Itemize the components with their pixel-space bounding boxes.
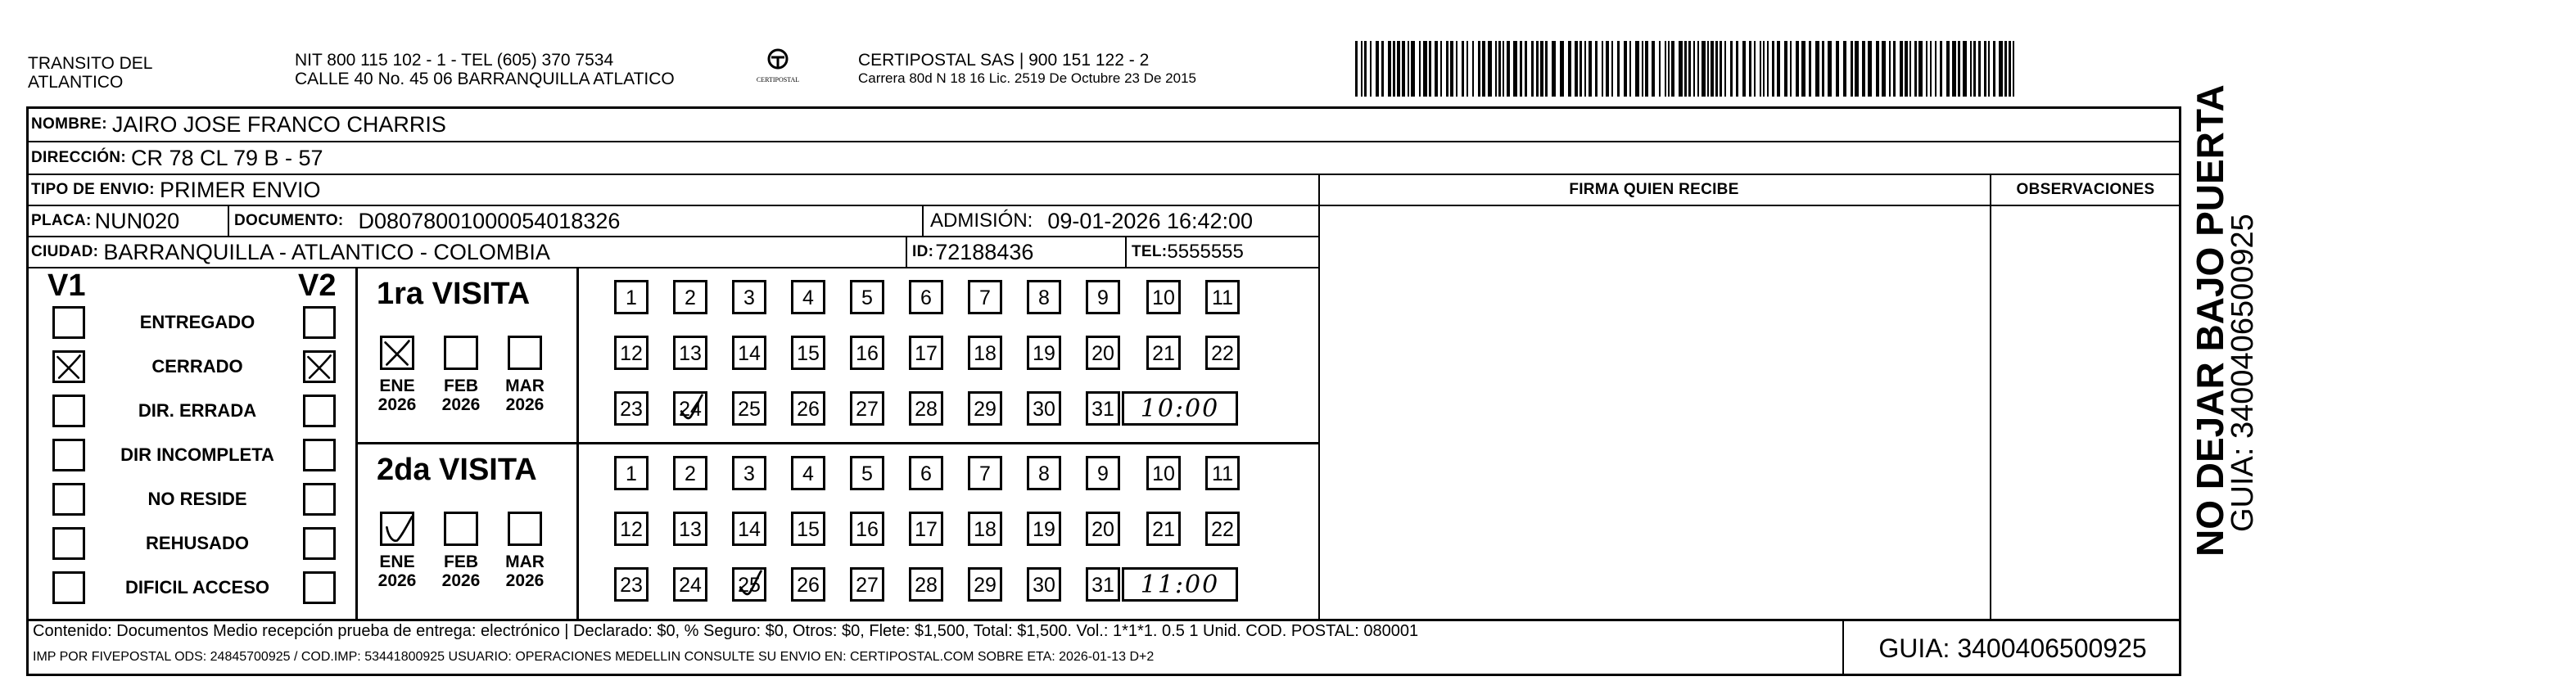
nombre-label: NOMBRE: bbox=[31, 115, 107, 133]
barcode-bar bbox=[1402, 41, 1405, 97]
tel-value: 5555555 bbox=[1167, 241, 1244, 263]
day-box[interactable]: 30 bbox=[1027, 567, 1061, 602]
barcode-bar bbox=[1361, 41, 1363, 97]
v2-checkbox[interactable] bbox=[303, 571, 336, 604]
day-box[interactable]: 28 bbox=[909, 391, 943, 426]
day-box[interactable]: 5 bbox=[850, 456, 884, 490]
handwritten-check-icon bbox=[734, 570, 764, 599]
day-box[interactable]: 13 bbox=[673, 512, 707, 546]
observaciones-label: OBSERVACIONES bbox=[2016, 181, 2155, 198]
barcode-bar bbox=[1388, 41, 1391, 97]
barcode-bar bbox=[1579, 41, 1582, 97]
day-box[interactable]: 23 bbox=[614, 567, 649, 602]
day-box[interactable]: 22 bbox=[1205, 512, 1240, 546]
barcode-bar bbox=[1900, 41, 1903, 97]
admision-value: 09-01-2026 16:42:00 bbox=[1047, 208, 1254, 233]
barcode-bar bbox=[2013, 41, 2014, 97]
barcode-bar bbox=[1973, 41, 1976, 97]
v2-checkbox[interactable] bbox=[303, 439, 336, 471]
v1-checkbox[interactable] bbox=[52, 395, 85, 427]
barcode-bar bbox=[1893, 41, 1896, 97]
barcode-bar bbox=[1423, 41, 1427, 97]
tipo-envio-value: PRIMER ENVIO bbox=[159, 177, 321, 202]
time-box[interactable] bbox=[1122, 567, 1238, 602]
barcode-bar bbox=[1446, 41, 1448, 97]
barcode-bar bbox=[1482, 41, 1485, 97]
day-box[interactable]: 23 bbox=[614, 391, 649, 426]
day-box[interactable]: 5 bbox=[850, 280, 884, 314]
guia-vertical: GUIA: 3400406500925 bbox=[2226, 214, 2260, 532]
v2-checkbox[interactable] bbox=[303, 350, 336, 383]
day-box[interactable]: 11 bbox=[1205, 280, 1240, 314]
courier-name: CERTIPOSTAL SAS | 900 151 122 - 2 bbox=[858, 51, 1150, 70]
day-box[interactable]: 19 bbox=[1027, 512, 1061, 546]
ciudad-value: BARRANQUILLA - ATLANTICO - COLOMBIA bbox=[103, 239, 550, 264]
month-year: 2026 bbox=[441, 395, 481, 414]
tipo-envio-label: TIPO DE ENVIO: bbox=[31, 181, 155, 198]
barcode-bar bbox=[1868, 41, 1872, 97]
direccion-row bbox=[31, 141, 323, 175]
day-box[interactable]: 26 bbox=[791, 567, 825, 602]
month-name: FEB bbox=[444, 552, 478, 571]
v1-checkbox[interactable] bbox=[52, 439, 85, 471]
guia-number: GUIA: 3400406500925 bbox=[1878, 634, 2147, 663]
firma-label: FIRMA QUIEN RECIBE bbox=[1569, 181, 1739, 198]
barcode-bar bbox=[1909, 41, 1911, 97]
barcode-bar bbox=[1635, 41, 1639, 97]
day-box[interactable]: 19 bbox=[1027, 336, 1061, 370]
barcode-bar bbox=[1828, 41, 1832, 97]
day-box[interactable]: 17 bbox=[909, 512, 943, 546]
barcode-bar bbox=[1855, 41, 1859, 97]
imp-text: IMP POR FIVEPOSTAL ODS: 24845700925 / COD.IMP: 53441800925 USUARIO: OPERACIONES MEDELLIN CONSULTE SU ENVIO EN: CERTIPOSTAL.COM SOBRE ETA: 2026-01-13 D+2 bbox=[33, 650, 1155, 664]
barcode-bar bbox=[1665, 41, 1666, 97]
day-box[interactable]: 3 bbox=[732, 280, 766, 314]
day-box[interactable]: 10 bbox=[1146, 280, 1181, 314]
day-box[interactable]: 20 bbox=[1086, 512, 1120, 546]
barcode-bar bbox=[1988, 41, 1990, 97]
barcode-bar bbox=[1763, 41, 1765, 97]
month-label bbox=[499, 552, 551, 590]
sender-info bbox=[295, 51, 675, 88]
barcode-bar bbox=[1822, 41, 1824, 97]
month-label bbox=[435, 377, 487, 414]
month-checkbox[interactable] bbox=[444, 336, 478, 370]
status-label: DIR INCOMPLETA bbox=[120, 444, 274, 465]
status-label: NO RESIDE bbox=[147, 489, 247, 509]
id-cell bbox=[912, 236, 1033, 268]
barcode-bar bbox=[1545, 41, 1548, 97]
barcode-bar bbox=[1760, 41, 1761, 97]
day-box[interactable]: 15 bbox=[791, 512, 825, 546]
barcode-bar bbox=[1742, 41, 1746, 97]
barcode-bar bbox=[2009, 41, 2011, 97]
status-label: DIFICIL ACCESO bbox=[124, 577, 269, 598]
warning-vertical: NO DEJAR BAJO PUERTA bbox=[2189, 84, 2231, 557]
day-box[interactable]: 24 bbox=[673, 567, 707, 602]
tel-cell bbox=[1132, 236, 1244, 268]
day-box[interactable]: 18 bbox=[968, 336, 1002, 370]
barcode-bar bbox=[1507, 41, 1510, 97]
barcode-bar bbox=[1355, 41, 1358, 97]
sender-name bbox=[28, 54, 152, 92]
tel-label: TEL: bbox=[1132, 243, 1168, 260]
month-checkbox[interactable] bbox=[444, 512, 478, 546]
handwritten-time: 10:00 bbox=[1140, 395, 1220, 423]
barcode-bar bbox=[1876, 41, 1879, 97]
direccion-label: DIRECCIÓN: bbox=[31, 149, 126, 166]
v2-checkbox[interactable] bbox=[303, 395, 336, 427]
barcode-bar bbox=[1688, 41, 1691, 97]
tipo-envio-row bbox=[31, 174, 320, 206]
barcode-bar bbox=[1624, 41, 1627, 97]
day-box[interactable]: 6 bbox=[909, 280, 943, 314]
day-box[interactable]: 14 bbox=[732, 512, 766, 546]
id-label: ID: bbox=[912, 243, 934, 260]
visit-title: 1ra VISITA bbox=[377, 277, 531, 311]
day-box[interactable]: 21 bbox=[1146, 336, 1181, 370]
day-box[interactable]: 25 bbox=[732, 391, 766, 426]
barcode-bar bbox=[1697, 41, 1699, 97]
barcode-bar bbox=[1520, 41, 1522, 97]
day-box[interactable]: 12 bbox=[614, 512, 649, 546]
barcode-bar bbox=[1926, 41, 1927, 97]
day-box[interactable]: 6 bbox=[909, 456, 943, 490]
placa-value: NUN020 bbox=[94, 208, 180, 233]
status-label: DIR. ERRADA bbox=[138, 400, 257, 421]
sender-name-line2: ATLANTICO bbox=[28, 73, 124, 92]
barcode-bar bbox=[1364, 41, 1367, 97]
barcode-bar bbox=[1999, 41, 2003, 97]
v2-checkbox[interactable] bbox=[303, 483, 336, 516]
barcode-bar bbox=[1602, 41, 1603, 97]
visit-title: 2da VISITA bbox=[377, 453, 537, 487]
month-label bbox=[435, 552, 487, 590]
handwritten-check-icon bbox=[382, 514, 412, 543]
courier-info bbox=[858, 51, 1196, 88]
courier-license: Carrera 80d N 18 16 Lic. 2519 De Octubre 23 De 2015 bbox=[858, 70, 1196, 86]
status-label: CERRADO bbox=[151, 356, 243, 377]
barcode-bar bbox=[1536, 41, 1539, 97]
barcode-bar bbox=[1754, 41, 1756, 97]
barcode-bar bbox=[1376, 41, 1379, 97]
day-box[interactable]: 12 bbox=[614, 336, 649, 370]
v2-checkbox[interactable] bbox=[303, 306, 336, 339]
barcode-bar bbox=[1435, 41, 1438, 97]
barcode-bar bbox=[1801, 41, 1805, 97]
day-box[interactable]: 2 bbox=[673, 280, 707, 314]
time-box[interactable] bbox=[1122, 391, 1238, 426]
barcode-bar bbox=[1749, 41, 1751, 97]
sender-nit: NIT 800 115 102 - 1 - TEL (605) 370 7534 bbox=[295, 51, 614, 70]
barcode-bar bbox=[1914, 41, 1917, 97]
barcode-bar bbox=[1772, 41, 1774, 97]
barcode-bar bbox=[1918, 41, 1923, 97]
barcode-bar bbox=[1882, 41, 1886, 97]
logo-text: CERTIPOSTAL bbox=[756, 76, 800, 83]
barcode-bar bbox=[1905, 41, 1908, 97]
day-box[interactable]: 11 bbox=[1205, 456, 1240, 490]
barcode-bar bbox=[1736, 41, 1738, 97]
status-label: REHUSADO bbox=[146, 533, 249, 553]
postal-logo-icon bbox=[760, 47, 796, 72]
barcode-bar bbox=[1462, 41, 1464, 97]
month-year: 2026 bbox=[377, 395, 417, 414]
ciudad-label: CIUDAD: bbox=[31, 243, 99, 260]
barcode-bar bbox=[1935, 41, 1937, 97]
day-box[interactable]: 24 bbox=[673, 391, 707, 426]
documento-cell bbox=[234, 205, 620, 237]
barcode-bar bbox=[1851, 41, 1853, 97]
barcode-bar bbox=[1525, 41, 1527, 97]
barcode-bar bbox=[1419, 41, 1421, 97]
direccion-value: CR 78 CL 79 B - 57 bbox=[130, 145, 323, 170]
day-box[interactable]: 20 bbox=[1086, 336, 1120, 370]
barcode-bar bbox=[1456, 41, 1457, 97]
day-box[interactable]: 4 bbox=[791, 280, 825, 314]
barcode-bar bbox=[1617, 41, 1620, 97]
barcode-bar bbox=[1958, 41, 1960, 97]
documento-label: DOCUMENTO: bbox=[234, 212, 344, 229]
v1-checkbox[interactable] bbox=[52, 350, 85, 383]
day-box[interactable]: 31 bbox=[1086, 391, 1120, 426]
barcode-bar bbox=[1589, 41, 1592, 97]
month-checkbox[interactable] bbox=[380, 512, 414, 546]
day-box[interactable]: 18 bbox=[968, 512, 1002, 546]
barcode-bar bbox=[1946, 41, 1950, 97]
barcode-bar bbox=[1790, 41, 1792, 97]
barcode-bar bbox=[1930, 41, 1932, 97]
barcode-bar bbox=[1513, 41, 1517, 97]
month-name: ENE bbox=[379, 552, 415, 571]
barcode-bar bbox=[1642, 41, 1643, 97]
nombre-value: JAIRO JOSE FRANCO CHARRIS bbox=[111, 111, 446, 137]
documento-value: D08078001000054018326 bbox=[358, 208, 621, 233]
barcode-bar bbox=[1531, 41, 1534, 97]
month-checkbox[interactable] bbox=[508, 512, 542, 546]
barcode-bar bbox=[1472, 41, 1474, 97]
month-checkbox[interactable] bbox=[508, 336, 542, 370]
barcode-bar bbox=[1652, 41, 1655, 97]
admision-label: ADMISIÓN: bbox=[930, 210, 1033, 232]
placa-cell bbox=[31, 205, 179, 237]
day-box[interactable]: 15 bbox=[791, 336, 825, 370]
ciudad-cell bbox=[31, 236, 550, 268]
barcode-bar bbox=[1767, 41, 1769, 97]
barcode-bar bbox=[1984, 41, 1986, 97]
day-box[interactable]: 4 bbox=[791, 456, 825, 490]
day-box[interactable]: 9 bbox=[1086, 280, 1120, 314]
v1-checkbox[interactable] bbox=[52, 571, 85, 604]
contenido-text: Contenido: Documentos Medio recepción prueba de entrega: electrónico | Declarado: $0, % Seguro: $0, Otros: $0, Flete: $1,500, Total: $1,500. Vol.: 1*1*1. 0.5 1 Unid. COD. POSTAL: 080001 bbox=[33, 622, 1419, 640]
day-box[interactable]: 9 bbox=[1086, 456, 1120, 490]
barcode-bar bbox=[1393, 41, 1395, 97]
v2-checkbox[interactable] bbox=[303, 527, 336, 560]
handwritten-check-icon bbox=[676, 394, 705, 423]
barcode-bar bbox=[1503, 41, 1504, 97]
barcode-bar bbox=[1970, 41, 1972, 97]
barcode-bar bbox=[1784, 41, 1787, 97]
month-label bbox=[371, 552, 423, 590]
barcode-bar bbox=[1645, 41, 1648, 97]
day-box[interactable]: 25 bbox=[732, 567, 766, 602]
day-box[interactable]: 29 bbox=[968, 567, 1002, 602]
barcode-bar bbox=[1381, 41, 1384, 97]
placa-label: PLACA: bbox=[31, 212, 92, 229]
barcode-bar bbox=[1671, 41, 1674, 97]
month-year: 2026 bbox=[377, 571, 417, 590]
barcode-bar bbox=[1659, 41, 1661, 97]
barcode bbox=[1355, 41, 2020, 97]
barcode-bar bbox=[1889, 41, 1891, 97]
id-value: 72188436 bbox=[935, 239, 1034, 264]
handwritten-x-icon bbox=[55, 353, 83, 381]
day-box[interactable]: 1 bbox=[614, 280, 649, 314]
barcode-bar bbox=[1478, 41, 1480, 97]
barcode-bar bbox=[1411, 41, 1415, 97]
barcode-bar bbox=[1611, 41, 1613, 97]
day-box[interactable]: 16 bbox=[850, 336, 884, 370]
barcode-bar bbox=[1862, 41, 1865, 97]
barcode-bar bbox=[1796, 41, 1799, 97]
month-name: MAR bbox=[505, 377, 545, 395]
v1-checkbox[interactable] bbox=[52, 483, 85, 516]
v2-label: V2 bbox=[298, 268, 337, 303]
barcode-bar bbox=[1540, 41, 1543, 97]
month-label bbox=[371, 377, 423, 414]
day-box[interactable]: 2 bbox=[673, 456, 707, 490]
day-box[interactable]: 16 bbox=[850, 512, 884, 546]
barcode-bar bbox=[1568, 41, 1571, 97]
barcode-bar bbox=[1730, 41, 1733, 97]
barcode-bar bbox=[2004, 41, 2007, 97]
barcode-bar bbox=[1809, 41, 1811, 97]
v1-checkbox[interactable] bbox=[52, 527, 85, 560]
barcode-bar bbox=[1606, 41, 1609, 97]
month-year: 2026 bbox=[505, 395, 545, 414]
barcode-bar bbox=[1978, 41, 1981, 97]
handwritten-x-icon bbox=[305, 353, 333, 381]
day-box[interactable]: 8 bbox=[1027, 280, 1061, 314]
day-box[interactable]: 26 bbox=[791, 391, 825, 426]
month-year: 2026 bbox=[441, 571, 481, 590]
day-box[interactable]: 7 bbox=[968, 456, 1002, 490]
day-box[interactable]: 3 bbox=[732, 456, 766, 490]
barcode-bar bbox=[1440, 41, 1442, 97]
day-box[interactable]: 31 bbox=[1086, 567, 1120, 602]
barcode-bar bbox=[1595, 41, 1598, 97]
sender-name-line1: TRANSITO DEL bbox=[28, 54, 153, 73]
barcode-bar bbox=[1715, 41, 1718, 97]
barcode-bar bbox=[1836, 41, 1839, 97]
barcode-bar bbox=[1429, 41, 1431, 97]
barcode-bar bbox=[1495, 41, 1497, 97]
admision-cell bbox=[930, 205, 1253, 237]
barcode-bar bbox=[1724, 41, 1726, 97]
barcode-bar bbox=[1702, 41, 1706, 97]
day-box[interactable]: 13 bbox=[673, 336, 707, 370]
day-box[interactable]: 22 bbox=[1205, 336, 1240, 370]
status-label: ENTREGADO bbox=[139, 312, 255, 332]
barcode-bar bbox=[1552, 41, 1556, 97]
barcode-bar bbox=[1679, 41, 1683, 97]
sender-address: CALLE 40 No. 45 06 BARRANQUILLA ATLATICO bbox=[295, 70, 675, 88]
barcode-bar bbox=[1684, 41, 1687, 97]
barcode-bar bbox=[1843, 41, 1846, 97]
barcode-bar bbox=[1575, 41, 1578, 97]
barcode-bar bbox=[1815, 41, 1819, 97]
day-box[interactable]: 8 bbox=[1027, 456, 1061, 490]
barcode-bar bbox=[1629, 41, 1631, 97]
month-year: 2026 bbox=[505, 571, 545, 590]
barcode-bar bbox=[1993, 41, 1995, 97]
barcode-bar bbox=[1940, 41, 1942, 97]
day-box[interactable]: 17 bbox=[909, 336, 943, 370]
barcode-bar bbox=[1408, 41, 1409, 97]
day-box[interactable]: 1 bbox=[614, 456, 649, 490]
day-box[interactable]: 29 bbox=[968, 391, 1002, 426]
month-name: MAR bbox=[505, 552, 545, 571]
day-box[interactable]: 14 bbox=[732, 336, 766, 370]
handwritten-time: 11:00 bbox=[1140, 570, 1220, 599]
barcode-bar bbox=[1693, 41, 1695, 97]
barcode-bar bbox=[1777, 41, 1780, 97]
barcode-bar bbox=[1720, 41, 1722, 97]
barcode-bar bbox=[1584, 41, 1586, 97]
nombre-row bbox=[31, 106, 446, 142]
v1-checkbox[interactable] bbox=[52, 306, 85, 339]
barcode-bar bbox=[1707, 41, 1709, 97]
day-box[interactable]: 27 bbox=[850, 391, 884, 426]
barcode-bar bbox=[1668, 41, 1670, 97]
month-label bbox=[499, 377, 551, 414]
barcode-bar bbox=[1370, 41, 1372, 97]
barcode-bar bbox=[1711, 41, 1714, 97]
barcode-bar bbox=[1952, 41, 1956, 97]
day-box[interactable]: 28 bbox=[909, 567, 943, 602]
day-box[interactable]: 30 bbox=[1027, 391, 1061, 426]
barcode-bar bbox=[1560, 41, 1564, 97]
barcode-bar bbox=[1467, 41, 1468, 97]
day-box[interactable]: 10 bbox=[1146, 456, 1181, 490]
month-name: ENE bbox=[379, 377, 415, 395]
month-name: FEB bbox=[444, 377, 478, 395]
day-box[interactable]: 21 bbox=[1146, 512, 1181, 546]
day-box[interactable]: 7 bbox=[968, 280, 1002, 314]
barcode-bar bbox=[1963, 41, 1967, 97]
v1-label: V1 bbox=[47, 268, 86, 303]
barcode-bar bbox=[1498, 41, 1501, 97]
month-checkbox[interactable] bbox=[380, 336, 414, 370]
day-box[interactable]: 27 bbox=[850, 567, 884, 602]
barcode-bar bbox=[1450, 41, 1453, 97]
barcode-bar bbox=[1397, 41, 1400, 97]
certipostal-logo bbox=[753, 47, 802, 97]
barcode-bar bbox=[1488, 41, 1492, 97]
handwritten-x-icon bbox=[382, 338, 412, 368]
